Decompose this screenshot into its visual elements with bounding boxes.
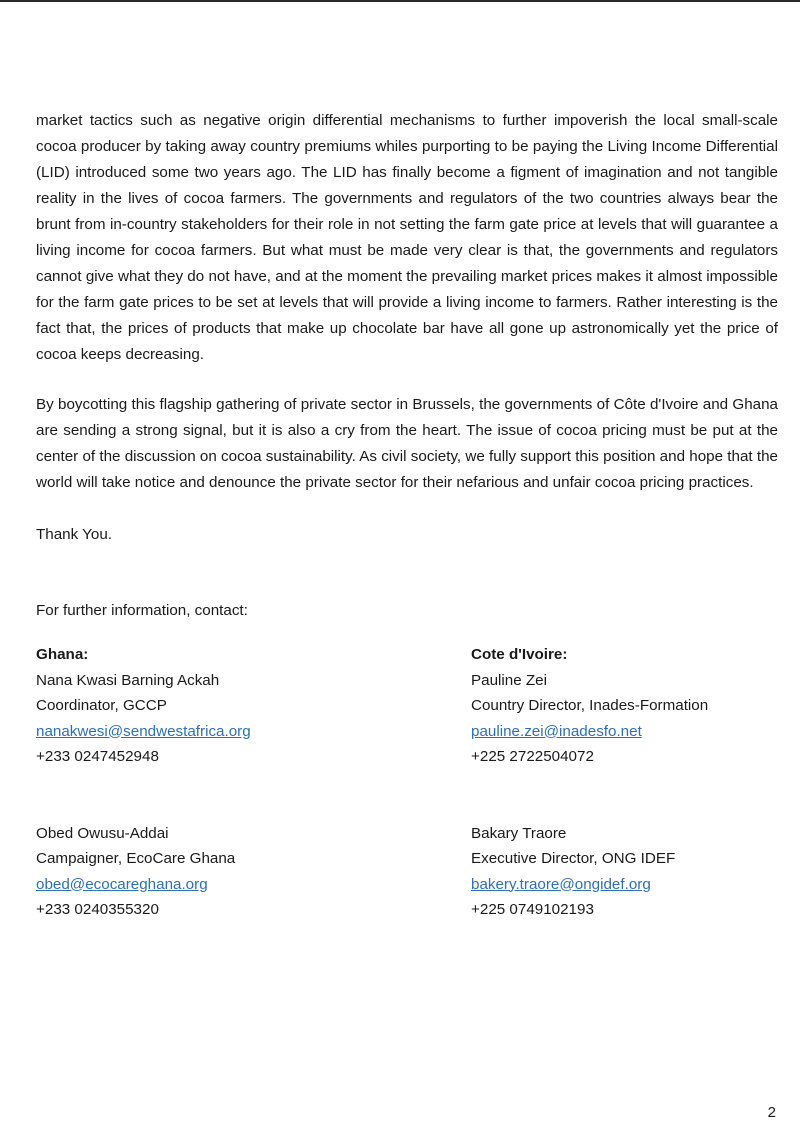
contact-title: Executive Director, ONG IDEF	[471, 850, 676, 867]
contact-phone: +225 0749102193	[471, 901, 594, 918]
contact-phone: +233 0247452948	[36, 748, 159, 765]
contacts-section	[36, 642, 778, 942]
contact-email-link[interactable]: nanakwesi@sendwestafrica.org	[36, 722, 251, 740]
cote-divoire-heading: Cote d'Ivoire:	[471, 646, 568, 663]
contact-email-link[interactable]: bakery.traore@ongidef.org	[471, 875, 651, 893]
contact-title: Country Director, Inades-Formation	[471, 697, 709, 714]
further-info-label: For further information, contact:	[36, 602, 248, 619]
top-border	[0, 0, 800, 2]
contact-name: Pauline Zei	[471, 671, 547, 689]
contact-name: Obed Owusu-Addai	[36, 824, 169, 842]
contact-email-link[interactable]: obed@ecocareghana.org	[36, 875, 208, 893]
contact-title: Campaigner, EcoCare Ghana	[36, 850, 236, 867]
contact-email-link[interactable]: pauline.zei@inadesfo.net	[471, 722, 642, 740]
body-paragraph-1: market tactics such as negative origin differential mechanisms to further impoverish the local small-scale cocoa producer by taking away country premiums whiles purporting to be paying the Living Income Differential (LID) introduced some two years ago. The LID has finally become a figment of imagination and not tangible reality in the lives of cocoa farmers. The governments and regulators of the two countries always bear the brunt from in-country stakeholders for their role in not setting the farm gate price at levels that will guarantee a living income for cocoa farmers. But what must be made very clear is that, the governments and regulators cannot give what they do not have, and at the moment the prevailing market prices makes it almost impossible for the farm gate prices to be set at levels that will provide a living income to farmers. Rather interesting is the fact that, the prices of products that make up chocolate bar have all gone up astronomically yet the price of cocoa keeps decreasing.	[36, 112, 778, 363]
page-number: 2	[767, 1104, 776, 1121]
contact-name: Nana Kwasi Barning Ackah	[36, 671, 220, 689]
ghana-heading: Ghana:	[36, 646, 89, 663]
contact-title: Coordinator, GCCP	[36, 697, 167, 714]
contact-phone: +225 2722504072	[471, 748, 594, 765]
ghana-contacts	[36, 642, 376, 923]
closing-thanks: Thank You.	[36, 526, 113, 543]
contact-name: Bakary Traore	[471, 824, 567, 842]
contact-phone: +233 0240355320	[36, 901, 159, 918]
body-paragraph-2: By boycotting this flagship gathering of private sector in Brussels, the governments of Côte d'Ivoire and Ghana are sending a strong signal, but it is also a cry from the heart. The issue of cocoa pricing must be put at the center of the discussion on cocoa sustainability. As civil society, we fully support this position and hope that the world will take notice and denounce the private sector for their nefarious and unfair cocoa pricing practices.	[36, 396, 778, 491]
document-page	[36, 108, 778, 942]
cote-divoire-contacts	[471, 642, 800, 923]
